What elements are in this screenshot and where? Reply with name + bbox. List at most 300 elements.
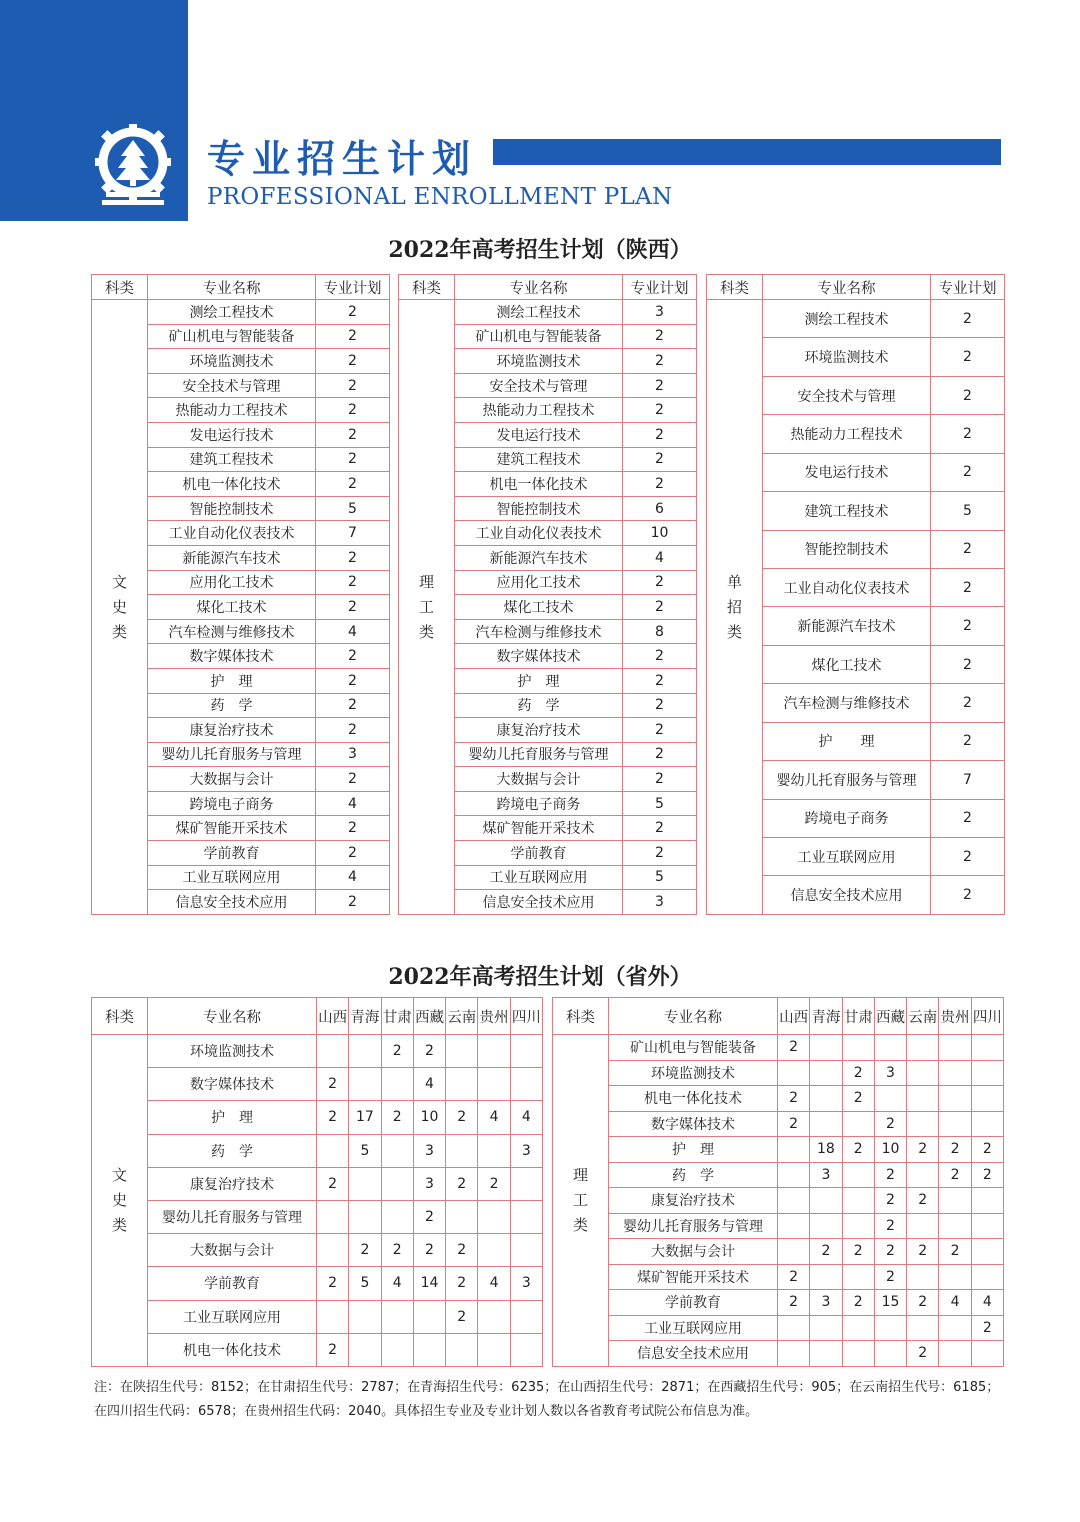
value-cell: 2 (931, 453, 1005, 491)
value-cell: 2 (778, 1264, 810, 1290)
value-cell: 2 (446, 1101, 478, 1134)
table-row (92, 1234, 543, 1267)
major-name-cell: 信息安全技术应用 (609, 1341, 778, 1367)
table-row (553, 1060, 1004, 1086)
value-cell: 5 (349, 1134, 381, 1167)
major-name-cell: 煤矿智能开采技术 (148, 816, 316, 841)
major-name-cell: 矿山机电与智能装备 (609, 1035, 778, 1061)
major-name-cell: 机电一体化技术 (148, 472, 316, 497)
major-name-cell: 矿山机电与智能装备 (455, 324, 623, 349)
major-name-cell: 数字媒体技术 (148, 644, 316, 669)
value-cell: 4 (316, 619, 390, 644)
value-cell: 2 (623, 644, 697, 669)
value-cell (413, 1333, 445, 1366)
table-row (553, 1290, 1004, 1316)
value-cell: 2 (316, 570, 390, 595)
table-row (92, 1035, 543, 1068)
value-cell: 3 (316, 742, 390, 767)
value-cell: 2 (874, 1213, 906, 1239)
value-cell (939, 1341, 971, 1367)
major-name-cell: 跨境电子商务 (763, 799, 931, 837)
value-cell: 4 (971, 1290, 1003, 1316)
table-row (553, 1188, 1004, 1214)
value-cell (971, 1060, 1003, 1086)
value-cell (349, 1200, 381, 1233)
value-cell: 5 (316, 496, 390, 521)
column-header: 甘肃 (381, 998, 413, 1035)
value-cell (810, 1264, 842, 1290)
value-cell (842, 1111, 874, 1137)
table-row (92, 1068, 543, 1101)
value-cell: 2 (931, 568, 1005, 606)
value-cell: 6 (623, 496, 697, 521)
value-cell: 2 (316, 816, 390, 841)
value-cell (778, 1315, 810, 1341)
major-name-cell: 婴幼儿托育服务与管理 (455, 742, 623, 767)
value-cell: 2 (316, 841, 390, 866)
table-row (92, 1267, 543, 1300)
value-cell (810, 1086, 842, 1112)
value-cell: 3 (810, 1290, 842, 1316)
value-cell: 3 (413, 1134, 445, 1167)
column-header: 专业名称 (455, 275, 623, 300)
major-name-cell: 发电运行技术 (148, 422, 316, 447)
value-cell: 10 (413, 1101, 445, 1134)
value-cell (446, 1200, 478, 1233)
value-cell: 2 (316, 693, 390, 718)
value-cell: 2 (778, 1111, 810, 1137)
major-name-cell: 工业互联网应用 (609, 1315, 778, 1341)
outside-wenshi-table (91, 997, 543, 1367)
value-cell (939, 1060, 971, 1086)
column-header: 山西 (317, 998, 349, 1035)
value-cell: 2 (971, 1162, 1003, 1188)
table-row (92, 1101, 543, 1134)
value-cell (939, 1315, 971, 1341)
value-cell (478, 1134, 510, 1167)
table-row (92, 300, 390, 325)
value-cell: 2 (623, 668, 697, 693)
major-name-cell: 工业自动化仪表技术 (148, 521, 316, 546)
value-cell: 2 (874, 1111, 906, 1137)
major-name-cell: 信息安全技术应用 (148, 890, 316, 915)
value-cell (381, 1333, 413, 1366)
value-cell: 2 (931, 799, 1005, 837)
value-cell: 2 (413, 1200, 445, 1233)
value-cell: 2 (874, 1239, 906, 1265)
header-row (92, 275, 390, 300)
value-cell: 15 (874, 1290, 906, 1316)
value-cell: 3 (510, 1134, 542, 1167)
gear-pine-logo-icon (88, 122, 178, 210)
value-cell (778, 1213, 810, 1239)
value-cell (317, 1234, 349, 1267)
table-row (553, 1315, 1004, 1341)
value-cell: 2 (842, 1239, 874, 1265)
column-header: 专业名称 (609, 998, 778, 1035)
value-cell: 2 (874, 1264, 906, 1290)
value-cell (939, 1213, 971, 1239)
value-cell (971, 1341, 1003, 1367)
value-cell: 2 (316, 545, 390, 570)
column-header: 贵州 (939, 998, 971, 1035)
major-name-cell: 信息安全技术应用 (455, 890, 623, 915)
major-name-cell: 测绘工程技术 (148, 300, 316, 325)
value-cell: 2 (907, 1290, 939, 1316)
value-cell (971, 1213, 1003, 1239)
value-cell: 3 (874, 1060, 906, 1086)
value-cell: 10 (874, 1137, 906, 1163)
major-name-cell: 煤矿智能开采技术 (455, 816, 623, 841)
value-cell: 2 (931, 415, 1005, 453)
value-cell: 3 (810, 1162, 842, 1188)
table-row (553, 1137, 1004, 1163)
value-cell: 4 (939, 1290, 971, 1316)
value-cell (971, 1111, 1003, 1137)
value-cell: 2 (316, 595, 390, 620)
value-cell: 5 (623, 791, 697, 816)
column-header: 甘肃 (842, 998, 874, 1035)
value-cell: 2 (381, 1234, 413, 1267)
column-header: 西藏 (413, 998, 445, 1035)
major-name-cell: 大数据与会计 (148, 767, 316, 792)
value-cell: 2 (446, 1300, 478, 1333)
major-name-cell: 热能动力工程技术 (763, 415, 931, 453)
major-name-cell: 工业互联网应用 (148, 1300, 317, 1333)
value-cell: 2 (842, 1060, 874, 1086)
value-cell (907, 1035, 939, 1061)
value-cell (874, 1086, 906, 1112)
major-name-cell: 学前教育 (148, 841, 316, 866)
value-cell (939, 1035, 971, 1061)
value-cell: 2 (623, 816, 697, 841)
outside-ligong-table (552, 997, 1004, 1367)
value-cell (349, 1035, 381, 1068)
major-name-cell: 测绘工程技术 (455, 300, 623, 325)
major-name-cell: 煤化工技术 (763, 645, 931, 683)
column-header: 四川 (971, 998, 1003, 1035)
value-cell (478, 1234, 510, 1267)
value-cell (478, 1035, 510, 1068)
column-header: 专业名称 (148, 275, 316, 300)
value-cell: 2 (317, 1101, 349, 1134)
value-cell: 2 (316, 324, 390, 349)
major-name-cell: 婴幼儿托育服务与管理 (148, 742, 316, 767)
column-header: 科类 (399, 275, 455, 300)
value-cell (874, 1035, 906, 1061)
major-name-cell: 发电运行技术 (763, 453, 931, 491)
category-cell: 文 史 类 (92, 300, 148, 915)
column-header: 科类 (92, 998, 148, 1035)
value-cell: 3 (510, 1267, 542, 1300)
major-name-cell: 学前教育 (148, 1267, 317, 1300)
table-row (92, 1300, 543, 1333)
value-cell: 2 (939, 1239, 971, 1265)
value-cell (810, 1188, 842, 1214)
column-header: 专业计划 (316, 275, 390, 300)
value-cell: 2 (931, 376, 1005, 414)
major-name-cell: 大数据与会计 (455, 767, 623, 792)
value-cell: 2 (623, 767, 697, 792)
major-name-cell: 发电运行技术 (455, 422, 623, 447)
value-cell (842, 1264, 874, 1290)
value-cell (381, 1300, 413, 1333)
column-header: 贵州 (478, 998, 510, 1035)
major-name-cell: 环境监测技术 (609, 1060, 778, 1086)
value-cell: 2 (446, 1167, 478, 1200)
value-cell (778, 1239, 810, 1265)
major-name-cell: 护 理 (148, 668, 316, 693)
major-name-cell: 汽车检测与维修技术 (455, 619, 623, 644)
column-header: 科类 (707, 275, 763, 300)
value-cell (842, 1188, 874, 1214)
major-name-cell: 安全技术与管理 (763, 376, 931, 414)
major-name-cell: 婴幼儿托育服务与管理 (148, 1200, 317, 1233)
value-cell: 2 (778, 1290, 810, 1316)
value-cell: 2 (842, 1290, 874, 1316)
value-cell: 2 (317, 1267, 349, 1300)
value-cell: 2 (317, 1068, 349, 1101)
column-header: 专业计划 (931, 275, 1005, 300)
value-cell: 2 (623, 718, 697, 743)
value-cell (778, 1162, 810, 1188)
major-name-cell: 测绘工程技术 (763, 300, 931, 338)
value-cell: 2 (939, 1162, 971, 1188)
value-cell: 2 (874, 1188, 906, 1214)
value-cell: 8 (623, 619, 697, 644)
value-cell (478, 1200, 510, 1233)
shaanxi-wenshi-table (91, 274, 390, 915)
value-cell (317, 1200, 349, 1233)
value-cell (810, 1060, 842, 1086)
major-name-cell: 学前教育 (455, 841, 623, 866)
value-cell: 10 (623, 521, 697, 546)
major-name-cell: 新能源汽车技术 (763, 607, 931, 645)
table-row (553, 1264, 1004, 1290)
value-cell: 4 (413, 1068, 445, 1101)
column-header: 山西 (778, 998, 810, 1035)
value-cell (510, 1300, 542, 1333)
value-cell: 2 (907, 1341, 939, 1367)
value-cell: 4 (316, 865, 390, 890)
major-name-cell: 热能动力工程技术 (455, 398, 623, 423)
major-name-cell: 康复治疗技术 (148, 1167, 317, 1200)
value-cell: 3 (413, 1167, 445, 1200)
major-name-cell: 建筑工程技术 (148, 447, 316, 472)
value-cell: 2 (623, 841, 697, 866)
value-cell: 2 (623, 570, 697, 595)
table-row (92, 1200, 543, 1233)
value-cell: 2 (810, 1239, 842, 1265)
value-cell: 3 (623, 890, 697, 915)
page-title-cn: 专业招生计划 (207, 137, 478, 181)
value-cell: 2 (623, 422, 697, 447)
value-cell: 2 (623, 349, 697, 374)
value-cell: 7 (931, 761, 1005, 799)
column-header: 青海 (349, 998, 381, 1035)
value-cell: 2 (907, 1239, 939, 1265)
value-cell (971, 1264, 1003, 1290)
major-name-cell: 跨境电子商务 (148, 791, 316, 816)
value-cell: 2 (931, 722, 1005, 760)
footnote: 注：在陕招生代号：8152；在甘肃招生代号：2787；在青海招生代号：6235；在山西招生代号：2871；在西藏招生代号：905；在云南招生代号：6185；在四川招生代码：6578；在贵州招生代码：2040。具体招生专业及专业计划人数以各省教育考试院公布信息为准。 (94, 1380, 1000, 1419)
value-cell: 2 (381, 1101, 413, 1134)
column-header: 科类 (553, 998, 609, 1035)
major-name-cell: 数字媒体技术 (455, 644, 623, 669)
major-name-cell: 建筑工程技术 (763, 492, 931, 530)
major-name-cell: 工业自动化仪表技术 (455, 521, 623, 546)
table-row (553, 1162, 1004, 1188)
value-cell (510, 1333, 542, 1366)
value-cell (939, 1086, 971, 1112)
value-cell (317, 1134, 349, 1167)
column-header: 云南 (446, 998, 478, 1035)
value-cell (446, 1333, 478, 1366)
major-name-cell: 智能控制技术 (455, 496, 623, 521)
category-cell: 单 招 类 (707, 300, 763, 915)
value-cell: 2 (623, 447, 697, 472)
table-row (553, 1035, 1004, 1061)
major-name-cell: 康复治疗技术 (148, 718, 316, 743)
header-row (707, 275, 1005, 300)
value-cell: 5 (931, 492, 1005, 530)
header-row (92, 998, 543, 1035)
shaanxi-danzhao-table (706, 274, 1005, 915)
column-header: 科类 (92, 275, 148, 300)
value-cell (478, 1333, 510, 1366)
table-row (399, 300, 697, 325)
shaanxi-ligong-table (398, 274, 697, 915)
major-name-cell: 大数据与会计 (148, 1234, 317, 1267)
major-name-cell: 学前教育 (609, 1290, 778, 1316)
value-cell: 2 (931, 300, 1005, 338)
value-cell: 2 (316, 422, 390, 447)
value-cell: 14 (413, 1267, 445, 1300)
value-cell: 2 (971, 1137, 1003, 1163)
value-cell (349, 1167, 381, 1200)
value-cell (446, 1068, 478, 1101)
value-cell: 4 (316, 791, 390, 816)
shaanxi-section-title: 2022年高考招生计划（陕西） (388, 237, 692, 263)
value-cell: 2 (931, 684, 1005, 722)
value-cell (349, 1300, 381, 1333)
value-cell: 2 (478, 1167, 510, 1200)
value-cell (349, 1333, 381, 1366)
value-cell (907, 1086, 939, 1112)
major-name-cell: 煤化工技术 (455, 595, 623, 620)
column-header: 专业名称 (763, 275, 931, 300)
value-cell (907, 1060, 939, 1086)
value-cell (510, 1035, 542, 1068)
major-name-cell: 机电一体化技术 (455, 472, 623, 497)
value-cell: 3 (623, 300, 697, 325)
value-cell: 2 (316, 472, 390, 497)
major-name-cell: 煤矿智能开采技术 (609, 1264, 778, 1290)
column-header: 云南 (907, 998, 939, 1035)
major-name-cell: 护 理 (609, 1137, 778, 1163)
major-name-cell: 应用化工技术 (148, 570, 316, 595)
table-row (553, 1086, 1004, 1112)
value-cell: 5 (349, 1267, 381, 1300)
value-cell (478, 1300, 510, 1333)
value-cell (874, 1341, 906, 1367)
value-cell (939, 1188, 971, 1214)
value-cell (971, 1188, 1003, 1214)
column-header: 西藏 (874, 998, 906, 1035)
value-cell (381, 1068, 413, 1101)
major-name-cell: 康复治疗技术 (455, 718, 623, 743)
column-header: 专业计划 (623, 275, 697, 300)
value-cell: 2 (316, 300, 390, 325)
value-cell: 2 (316, 718, 390, 743)
table-row (553, 1213, 1004, 1239)
header-row (553, 998, 1004, 1035)
value-cell: 2 (623, 742, 697, 767)
table-row (553, 1111, 1004, 1137)
major-name-cell: 新能源汽车技术 (455, 545, 623, 570)
major-name-cell: 安全技术与管理 (148, 373, 316, 398)
value-cell (907, 1315, 939, 1341)
header-row (399, 275, 697, 300)
value-cell: 2 (446, 1267, 478, 1300)
value-cell: 2 (316, 447, 390, 472)
value-cell: 2 (931, 876, 1005, 915)
value-cell: 2 (623, 595, 697, 620)
value-cell (349, 1068, 381, 1101)
title-decor-bar (493, 139, 1001, 165)
value-cell (510, 1200, 542, 1233)
value-cell (842, 1162, 874, 1188)
value-cell (778, 1137, 810, 1163)
value-cell (842, 1035, 874, 1061)
value-cell: 2 (931, 607, 1005, 645)
major-name-cell: 环境监测技术 (455, 349, 623, 374)
value-cell: 2 (874, 1162, 906, 1188)
value-cell (939, 1264, 971, 1290)
major-name-cell: 大数据与会计 (609, 1239, 778, 1265)
value-cell: 4 (478, 1267, 510, 1300)
value-cell (413, 1300, 445, 1333)
logo-panel (0, 0, 188, 221)
value-cell: 2 (317, 1167, 349, 1200)
value-cell (971, 1086, 1003, 1112)
table-row (92, 1333, 543, 1366)
value-cell (810, 1111, 842, 1137)
value-cell: 2 (778, 1086, 810, 1112)
value-cell: 5 (623, 865, 697, 890)
page-title-en: PROFESSIONAL ENROLLMENT PLAN (207, 184, 673, 210)
value-cell: 2 (317, 1333, 349, 1366)
value-cell: 2 (931, 837, 1005, 875)
major-name-cell: 工业互联网应用 (148, 865, 316, 890)
major-name-cell: 婴幼儿托育服务与管理 (763, 761, 931, 799)
major-name-cell: 机电一体化技术 (148, 1333, 317, 1366)
value-cell: 2 (413, 1234, 445, 1267)
value-cell (842, 1315, 874, 1341)
table-row (553, 1341, 1004, 1367)
value-cell (810, 1213, 842, 1239)
major-name-cell: 护 理 (148, 1101, 317, 1134)
value-cell: 2 (931, 645, 1005, 683)
major-name-cell: 矿山机电与智能装备 (148, 324, 316, 349)
major-name-cell: 药 学 (455, 693, 623, 718)
value-cell: 17 (349, 1101, 381, 1134)
outside-section-title: 2022年高考招生计划（省外） (388, 964, 692, 990)
value-cell (907, 1213, 939, 1239)
value-cell (510, 1068, 542, 1101)
major-name-cell: 康复治疗技术 (609, 1188, 778, 1214)
value-cell: 2 (778, 1035, 810, 1061)
